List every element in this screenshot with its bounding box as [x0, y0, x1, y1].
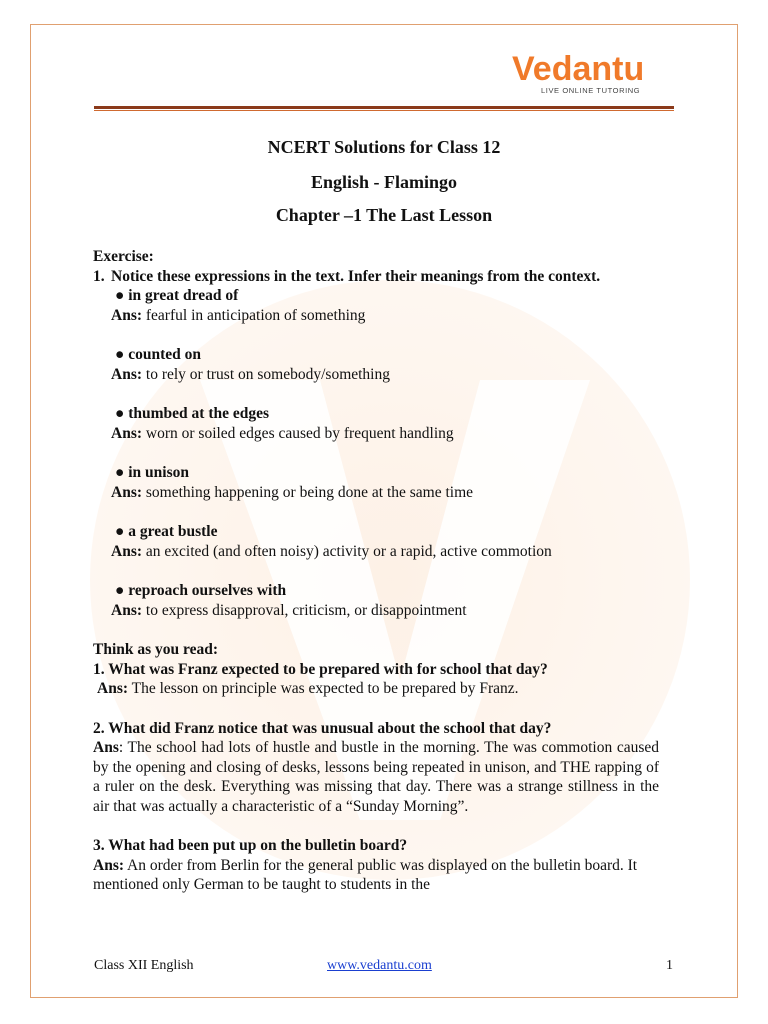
doc-title: NCERT Solutions for Class 12	[267, 137, 501, 157]
expression-term: ● in unison	[115, 464, 189, 481]
ans-label: Ans:	[111, 365, 143, 383]
think-heading: Think as you read:	[93, 641, 219, 658]
vedantu-logo[interactable]	[512, 50, 672, 100]
header-rule-thin	[94, 110, 674, 111]
expression-item	[93, 581, 659, 620]
logo-wordmark: Vedantu	[512, 50, 645, 88]
footer-label: Class XII English	[94, 958, 194, 973]
page-number: 1	[666, 958, 673, 973]
expression-item	[93, 463, 659, 502]
header-rule	[94, 106, 674, 109]
ans-text: worn or soiled edges caused by frequent handling	[145, 424, 454, 442]
ans-text: : The school had lots of hustle and bustle in the morning. The was commotion caused by the opening and closing of desks, lessons being repeated in unison, and THE rapping of a ruler on the desk. Everything was missing that day. There was a strange stillness in the air that was actually a characteristic of a “Sunday Morning”.	[93, 739, 659, 815]
question-text: Notice these expressions in the text. Infer their meanings from the context.	[111, 267, 601, 285]
expression-item	[93, 286, 659, 325]
ans-label: Ans:	[111, 601, 143, 619]
exercise-heading: Exercise:	[93, 248, 154, 265]
ans-label: Ans:	[97, 680, 129, 697]
expression-term: ● a great bustle	[115, 523, 218, 540]
footer-website-link[interactable]: www.vedantu.com	[327, 958, 432, 973]
think-question: 3. What had been put up on the bulletin board?	[93, 837, 408, 854]
expression-item	[93, 522, 659, 561]
doc-subject: English - Flamingo	[310, 172, 458, 192]
think-question: 1. What was Franz expected to be prepared with for school that day?	[93, 660, 548, 678]
doc-chapter: Chapter –1 The Last Lesson	[275, 205, 493, 225]
expression-item	[93, 404, 659, 443]
ans-label: Ans:	[111, 424, 143, 442]
ans-text: The lesson on principle was expected to be prepared by Franz.	[131, 680, 519, 697]
expression-item	[93, 345, 659, 384]
ans-label: Ans:	[111, 306, 143, 324]
ans-text: An order from Berlin for the general public was displayed on the bulletin board. It mentioned only German to be taught to students in the	[93, 856, 638, 893]
expression-term: ● reproach ourselves with	[115, 582, 287, 599]
expression-term: ● thumbed at the edges	[115, 405, 270, 422]
ans-label: Ans:	[93, 856, 125, 874]
ans-text: fearful in anticipation of something	[145, 306, 366, 324]
logo-tagline: LIVE ONLINE TUTORING	[541, 86, 641, 95]
exercise-question	[93, 267, 659, 287]
ans-text: something happening or being done at the same time	[145, 483, 474, 501]
document-body	[93, 247, 659, 895]
question-number: 1.	[93, 267, 105, 285]
think-question: 2. What did Franz notice that was unusual about the school that day?	[93, 719, 552, 737]
ans-label: Ans	[93, 739, 119, 756]
ans-text: an excited (and often noisy) activity or a rapid, active commotion	[145, 542, 552, 560]
ans-text: to rely or trust on somebody/something	[145, 365, 390, 383]
ans-text: to express disapproval, criticism, or disappointment	[145, 601, 467, 619]
ans-label: Ans:	[111, 542, 143, 560]
ans-label: Ans:	[111, 483, 143, 501]
expression-term: ● in great dread of	[115, 287, 239, 304]
expression-term: ● counted on	[115, 346, 202, 363]
